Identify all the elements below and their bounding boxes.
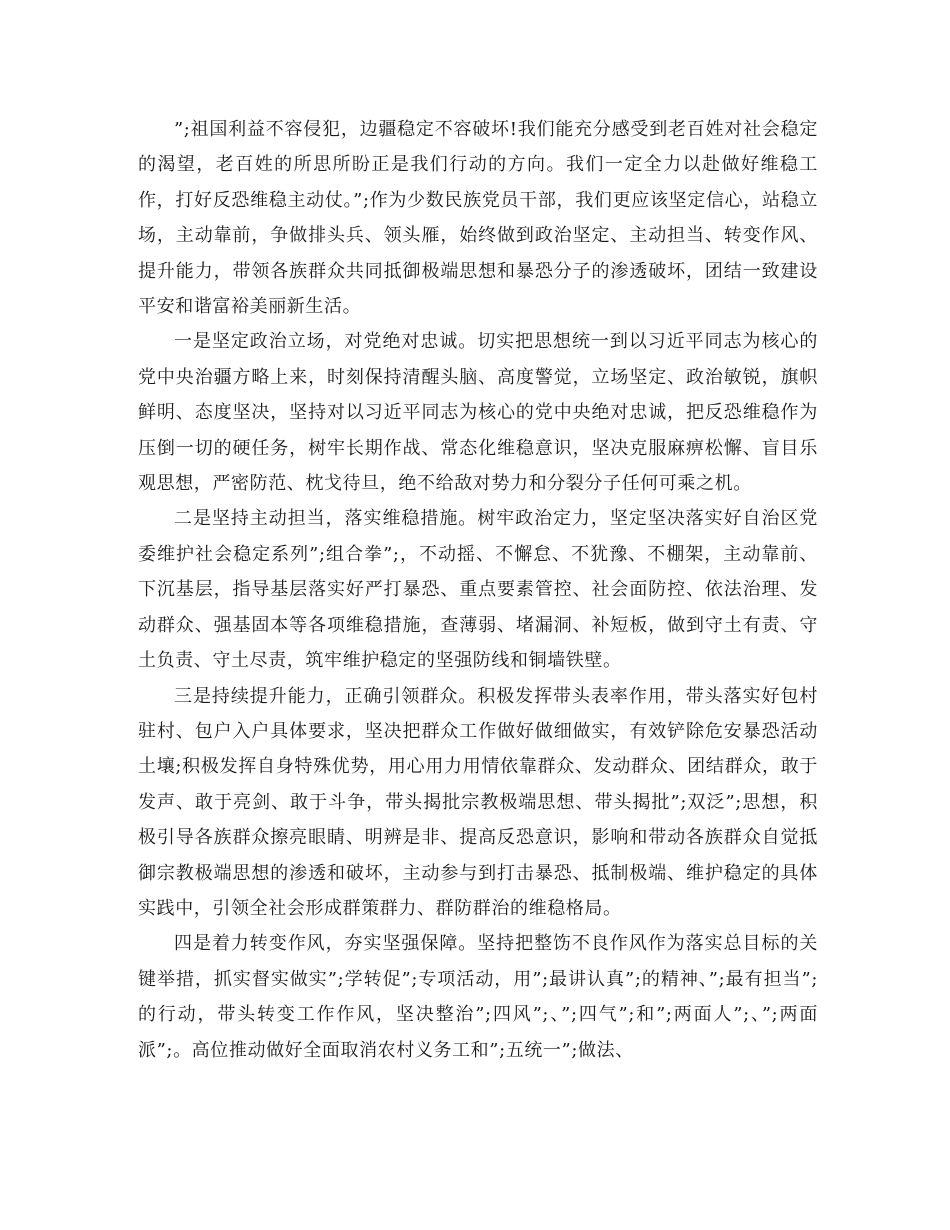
- paragraph-intro: ”;祖国利益不容侵犯，边疆稳定不容破坏!我们能充分感受到老百姓对社会稳定的渴望，老百姓的所思所盼正是我们行动的方向。我们一定全力以赴做好维稳工作，打好反恐维稳主动仗。”;作为少数民族党员干部，我们更应该坚定信心，站稳立场，主动靠前，争做排头兵、领头雁，始终做到政治坚定、主动担当、转变作风、提升能力，带领各族群众共同抵御极端思想和暴恐分子的渗透破坏，团结一致建设平安和谐富裕美丽新生活。: [138, 119, 818, 318]
- paragraph-political-stance: 一是坚定政治立场，对党绝对忠诚。切实把思想统一到以习近平同志为核心的党中央治疆方略上来，时刻保持清醒头脑、高度警觉，立场坚定、政治敏锐，旗帜鲜明、态度坚决，坚持对以习近平同志为核心的党中央绝对忠诚，把反恐维稳作为压倒一切的硬任务，树牢长期作战、常态化维稳意识，坚决克服麻痹松懈、盲目乐观思想，严密防范、枕戈待旦，绝不给敌对势力和分裂分子任何可乘之机。: [138, 331, 818, 495]
- paragraph-change-style: 四是着力转变作风，夯实坚强保障。坚持把整饬不良作风作为落实总目标的关键举措，抓实督实做实”;学转促”;专项活动，用”;最讲认真”;的精神、”;最有担当”;的行动，带头转变工作作风，坚决整治”;四风”;、”;四气”;和”;两面人”;、”;两面派”;。高位推动做好全面取消农村义务工和”;五统一”;做法、: [138, 933, 818, 1061]
- paragraph-active-responsibility: 二是坚持主动担当，落实维稳措施。树牢政治定力，坚定坚决落实好自治区党委维护社会稳定系列”;组合拳”;，不动摇、不懈怠、不犹豫、不棚架，主动靠前、下沉基层，指导基层落实好严打暴恐、重点要素管控、社会面防控、依法治理、发动群众、强基固本等各项维稳措施，查薄弱、堵漏洞、补短板，做到守土有责、守土负责、守土尽责，筑牢维护稳定的坚强防线和铜墙铁壁。: [138, 508, 818, 672]
- paragraph-improve-ability: 三是持续提升能力，正确引领群众。积极发挥带头表率作用，带头落实好包村驻村、包户入户具体要求，坚决把群众工作做好做细做实，有效铲除危安暴恐活动土壤;积极发挥自身特殊优势，用心用力用情依靠群众、发动群众、团结群众，敢于发声、敢于亮剑、敢于斗争，带头揭批宗教极端思想、带头揭批”;双泛”;思想，积极引导各族群众擦亮眼睛、明辨是非、提高反恐意识，影响和带动各族群众自觉抵御宗教极端思想的渗透和破坏，主动参与到打击暴恐、抵制极端、维护稳定的具体实践中，引领全社会形成群策群力、群防群治的维稳格局。: [138, 685, 818, 919]
- document-body: [138, 112, 818, 1068]
